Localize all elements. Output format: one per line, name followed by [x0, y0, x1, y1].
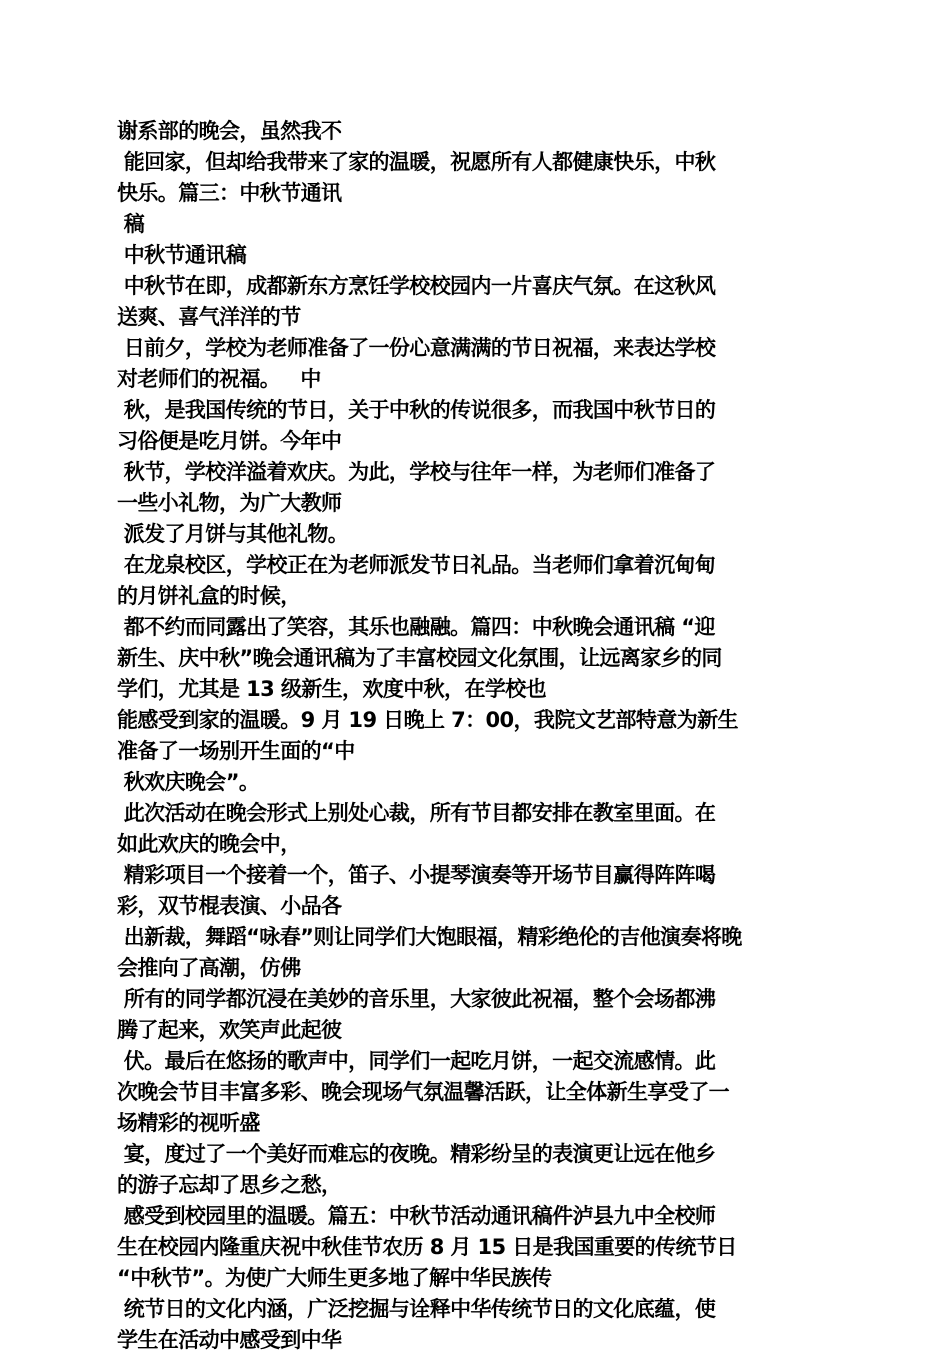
text-line: 的月饼礼盒的时候，	[117, 584, 301, 608]
text-line: 腾了起来，欢笑声此起彼	[117, 1018, 342, 1042]
text-line: 准备了一场别开生面的“中	[117, 739, 355, 763]
text-line: 在龙泉校区，学校正在为老师派发节日礼品。当老师们拿着沉甸甸	[117, 553, 716, 577]
text-line: 秋，是我国传统的节日，关于中秋的传说很多，而我国中秋节日的	[117, 398, 716, 422]
text-line: 能感受到家的温暖。9 月 19 日晚上 7：00，我院文艺部特意为新生	[117, 708, 738, 732]
document-body	[117, 116, 837, 1356]
text-line: 一些小礼物，为广大教师	[117, 491, 342, 515]
text-line: 学们，尤其是 13 级新生，欢度中秋，在学校也	[117, 677, 547, 701]
text-line: 能回家，但却给我带来了家的温暖，祝愿所有人都健康快乐，中秋	[117, 150, 716, 174]
text-line: 中秋节通讯稿	[117, 243, 247, 267]
text-line: 场精彩的视听盛	[117, 1111, 260, 1135]
text-line: 出新裁，舞蹈“咏春”则让同学们大饱眼福，精彩绝伦的吉他演奏将晚	[117, 925, 742, 949]
text-line: 宴，度过了一个美好而难忘的夜晚。精彩纷呈的表演更让远在他乡	[117, 1142, 716, 1166]
text-line: 生在校园内隆重庆祝中秋佳节农历 8 月 15 日是我国重要的传统节日	[117, 1235, 737, 1259]
text-line: 精彩项目一个接着一个，笛子、小提琴演奏等开场节目赢得阵阵喝	[117, 863, 716, 887]
text-line: 学生在活动中感受到中华	[117, 1328, 342, 1352]
text-line: 谢系部的晚会，虽然我不	[117, 119, 342, 143]
text-line: 习俗便是吃月饼。今年中	[117, 429, 342, 453]
text-line: 送爽、喜气洋洋的节	[117, 305, 301, 329]
text-line: 会推向了高潮，仿佛	[117, 956, 301, 980]
text-line: 秋欢庆晚会”。	[117, 770, 260, 794]
text-line: 都不约而同露出了笑容，其乐也融融。篇四：中秋晚会通讯稿 “迎	[117, 615, 715, 639]
text-line: 新生、庆中秋”晚会通讯稿为了丰富校园文化氛围，让远离家乡的同	[117, 646, 722, 670]
text-line: 感受到校园里的温暖。篇五：中秋节活动通讯稿件泸县九中全校师	[117, 1204, 716, 1228]
text-line: 此次活动在晚会形式上别处心裁，所有节目都安排在教室里面。在	[117, 801, 716, 825]
text-line: 对老师们的祝福。 中	[117, 367, 321, 391]
text-line: 统节日的文化内涵，广泛挖掘与诠释中华传统节日的文化底蕴，使	[117, 1297, 716, 1321]
text-line: 伏。最后在悠扬的歌声中，同学们一起吃月饼，一起交流感情。此	[117, 1049, 716, 1073]
text-line: 秋节，学校洋溢着欢庆。为此，学校与往年一样，为老师们准备了	[117, 460, 716, 484]
text-line: 稿	[117, 212, 145, 236]
text-line: 中秋节在即，成都新东方烹饪学校校园内一片喜庆气氛。在这秋风	[117, 274, 716, 298]
text-line: 所有的同学都沉浸在美妙的音乐里，大家彼此祝福，整个会场都沸	[117, 987, 716, 1011]
text-line: “中秋节”。为使广大师生更多地了解中华民族传	[117, 1266, 552, 1290]
text-line: 的游子忘却了思乡之愁，	[117, 1173, 342, 1197]
text-line: 次晚会节目丰富多彩、晚会现场气氛温馨活跃，让全体新生享受了一	[117, 1080, 729, 1104]
text-line: 日前夕，学校为老师准备了一份心意满满的节日祝福，来表达学校	[117, 336, 716, 360]
text-line: 快乐。篇三：中秋节通讯	[117, 181, 342, 205]
text-line: 派发了月饼与其他礼物。	[117, 522, 349, 546]
text-line: 彩，双节棍表演、小品各	[117, 894, 342, 918]
text-line: 如此欢庆的晚会中，	[117, 832, 301, 856]
